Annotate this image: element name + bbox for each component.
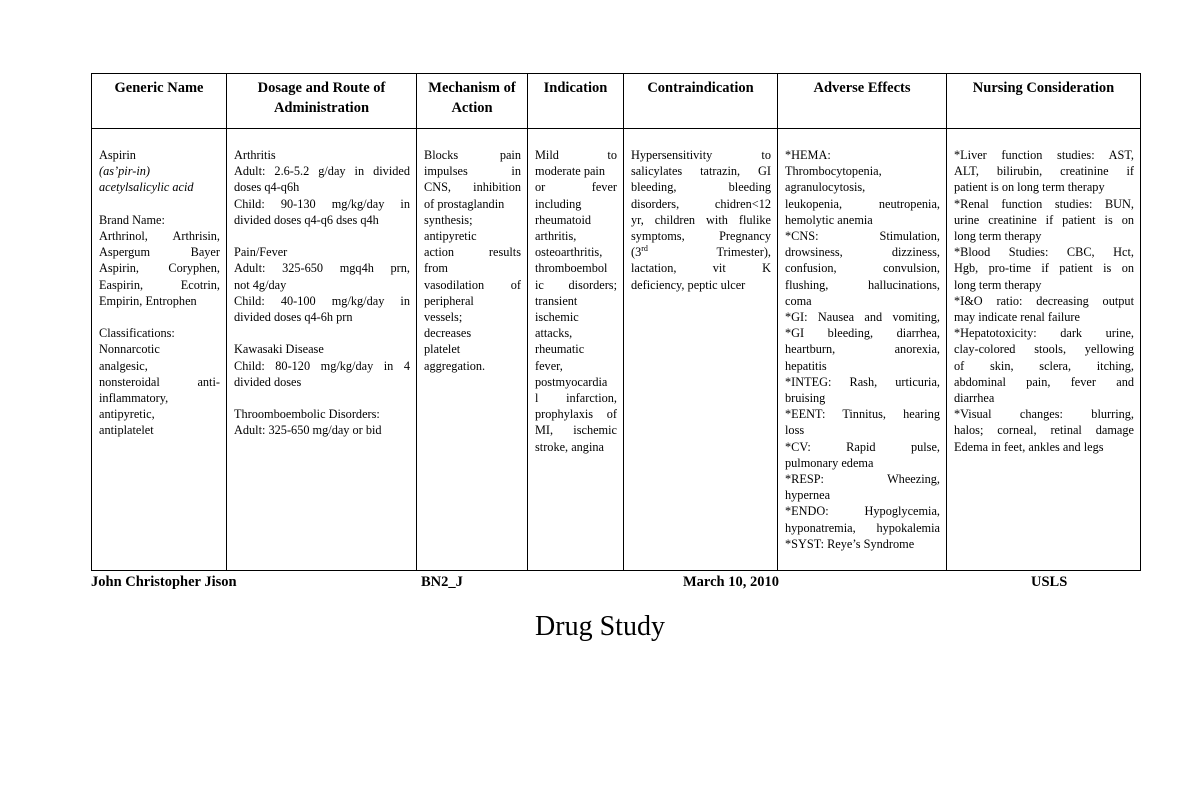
adverse-line: leukopenia, neutropenia, [785, 196, 940, 211]
mechanism-line: vessels; [424, 310, 463, 325]
classification-line: antipyretic, [99, 407, 155, 422]
cell-nursing-consideration [947, 129, 1141, 571]
indication-line: osteoarthritis, [535, 245, 603, 260]
classification-line: inflammatory, [99, 391, 169, 406]
mechanism-line: platelet [424, 342, 461, 357]
brand-line: Empirin, Entrophen [99, 293, 197, 308]
header-contraindication: Contraindication [624, 74, 778, 129]
indication-line: rheumatoid [535, 212, 592, 227]
nursing-line: *Blood Studies: CBC, Hct, [954, 245, 1134, 260]
adverse-line: *GI bleeding, diarrhea, [785, 326, 940, 341]
cell-indication [528, 129, 624, 571]
nursing-line: abdominal pain, fever and [954, 374, 1134, 389]
mechanism-line: Blocks pain [424, 148, 521, 162]
footer-section: BN2_J [421, 574, 463, 590]
nursing-line: ALT, bilirubin, creatinine if [954, 164, 1134, 179]
footer-author: John Christopher Jison [91, 574, 237, 590]
dosage-line: Arthritis [234, 148, 276, 162]
mechanism-line: from [424, 261, 448, 276]
adverse-line: agranulocytosis, [785, 180, 866, 195]
footer-date: March 10, 2010 [683, 574, 779, 590]
header-adverse-effects: Adverse Effects [778, 74, 947, 129]
nursing-line: halos; corneal, retinal damage [954, 423, 1134, 438]
table-row [92, 129, 1141, 571]
indication-line: attacks, [535, 326, 573, 341]
contraindication-line: disorders, chidren<12 [631, 196, 771, 211]
nursing-line: diarrhea [954, 391, 995, 406]
dosage-line: Adult: 2.6-5.2 g/day in divided [234, 164, 410, 179]
indication-line: prophylaxis of [535, 407, 617, 422]
dosage-line: Adult: 325-650 mgq4h prn, [234, 261, 410, 276]
dosage-line: Adult: 325-650 mg/day or bid [234, 423, 382, 438]
indication-line: ischemic [535, 310, 579, 325]
mechanism-line: synthesis; [424, 212, 473, 227]
indication-line: MI, ischemic [535, 423, 617, 438]
adverse-line: *HEMA: [785, 148, 831, 162]
adverse-line: *ENDO: Hypoglycemia, [785, 504, 940, 519]
generic-name: Aspirin [99, 148, 136, 162]
adverse-line: *INTEG: Rash, urticuria, [785, 374, 940, 389]
dosage-line: divided doses q4-6h prn [234, 310, 353, 325]
indication-line: Mild to [535, 148, 617, 162]
footer [91, 574, 1140, 594]
adverse-line: hypernea [785, 488, 831, 503]
trimester-suffix: Trimester), [716, 245, 771, 260]
adverse-line: loss [785, 423, 805, 438]
adverse-line: hemolytic anemia [785, 212, 873, 227]
adverse-line: *CNS: Stimulation, [785, 229, 940, 244]
header-generic-name: Generic Name [92, 74, 227, 129]
mechanism-line: aggregation. [424, 358, 486, 373]
dosage-line: divided doses [234, 374, 302, 389]
adverse-line: heartburn, anorexia, [785, 342, 940, 357]
indication-line: moderate pain [535, 164, 605, 179]
nursing-line: Hgb, pro-time if patient is on [954, 261, 1134, 276]
nursing-line: *Renal function studies: BUN, [954, 196, 1134, 211]
contraindication-line: salicylates tatrazin, GI [631, 164, 771, 179]
brand-line: Arthrinol, Arthrisin, [99, 229, 220, 243]
header-mechanism: Mechanism of Action [417, 74, 528, 129]
cell-contraindication [624, 129, 778, 571]
adverse-line: coma [785, 293, 812, 308]
contraindication-line: symptoms, Pregnancy [631, 229, 771, 244]
indication-line: arthritis, [535, 229, 577, 244]
adverse-line: drowsiness, dizziness, [785, 245, 940, 260]
indication-line: fever, [535, 358, 563, 373]
header-indication: Indication [528, 74, 624, 129]
header-row [92, 74, 1141, 129]
mechanism-line: decreases [424, 326, 472, 341]
indication-line: l infarction, [535, 391, 617, 406]
nursing-line: may indicate renal failure [954, 310, 1080, 325]
adverse-line: flushing, hallucinations, [785, 277, 940, 292]
nursing-line: patient is on long term therapy [954, 180, 1105, 195]
adverse-line: *CV: Rapid pulse, [785, 439, 940, 454]
contraindication-line: deficiency, peptic ulcer [631, 277, 746, 292]
adverse-line: hepatitis [785, 358, 827, 373]
dosage-line: Kawasaki Disease [234, 342, 324, 357]
classification-line: Nonnarcotic [99, 342, 160, 357]
adverse-line: *SYST: Reye’s Syndrome [785, 536, 915, 551]
nursing-line: clay-colored stools, yellowing [954, 342, 1134, 357]
cell-adverse-effects [778, 129, 947, 571]
brand-line: Aspergum Bayer [99, 245, 220, 260]
adverse-line: *GI: Nausea and vomiting, [785, 310, 940, 325]
indication-line: thromboembol [535, 261, 608, 276]
indication-line: transient [535, 293, 578, 308]
drug-study-table [91, 73, 1141, 571]
dosage-line: Child: 90-130 mg/kg/day in [234, 196, 410, 211]
nursing-line: *Liver function studies: AST, [954, 148, 1134, 162]
footer-school: USLS [1031, 574, 1068, 590]
cell-generic-name [92, 129, 227, 571]
indication-line: or fever [535, 180, 617, 195]
trimester-sup: rd [641, 244, 648, 254]
mechanism-line: vasodilation of [424, 277, 521, 292]
nursing-line: urine creatinine if patient is on [954, 212, 1134, 227]
nursing-line: *Hepatotoxicity: dark urine, [954, 326, 1134, 341]
nursing-line: of skin, sclera, itching, [954, 358, 1134, 373]
contraindication-line: Hypersensitivity to [631, 148, 771, 162]
chemical-name: acetylsalicylic acid [99, 180, 194, 195]
brand-line: Aspirin, Coryphen, [99, 261, 220, 276]
contraindication-line: bleeding, bleeding [631, 180, 771, 195]
dosage-line: Pain/Fever [234, 245, 288, 260]
indication-line: postmyocardia [535, 374, 608, 389]
trimester-prefix: (3 [631, 245, 642, 260]
contraindication-line: lactation, vit K [631, 261, 771, 276]
nursing-line: *I&O ratio: decreasing output [954, 293, 1134, 308]
nursing-line: *Visual changes: blurring, [954, 407, 1134, 422]
document-title: Drug Study [535, 611, 665, 642]
nursing-line: Edema in feet, ankles and legs [954, 439, 1104, 454]
nursing-line: long term therapy [954, 277, 1042, 292]
classifications-label: Classifications: [99, 326, 175, 341]
classification-line: analgesic, [99, 358, 148, 373]
classification-line: nonsteroidal anti- [99, 374, 220, 389]
adverse-line: hyponatremia, hypokalemia [785, 520, 940, 535]
adverse-line: confusion, convulsion, [785, 261, 940, 276]
contraindication-trimester-line [631, 244, 771, 260]
mechanism-line: action results [424, 245, 521, 260]
adverse-line: *EENT: Tinnitus, hearing [785, 407, 940, 422]
mechanism-line: CNS, inhibition [424, 180, 521, 195]
adverse-line: pulmonary edema [785, 455, 874, 470]
dosage-line: divided doses q4-q6 dses q4h [234, 212, 379, 227]
dosage-line: Child: 80-120 mg/kg/day in 4 [234, 358, 410, 373]
mechanism-line: impulses in [424, 164, 521, 179]
cell-dosage [227, 129, 417, 571]
indication-line: including [535, 196, 582, 211]
adverse-line: bruising [785, 391, 826, 406]
mechanism-line: of prostaglandin [424, 196, 505, 211]
brand-line: Easpirin, Ecotrin, [99, 277, 220, 292]
dosage-line: Throomboembolic Disorders: [234, 407, 380, 422]
dosage-line: not 4g/day [234, 277, 287, 292]
classification-line: antiplatelet [99, 423, 154, 438]
mechanism-line: antipyretic [424, 229, 477, 244]
header-nursing-consideration: Nursing Consideration [947, 74, 1141, 129]
dosage-line: Child: 40-100 mg/kg/day in [234, 293, 410, 308]
indication-line: stroke, angina [535, 439, 604, 454]
mechanism-line: peripheral [424, 293, 474, 308]
dosage-line: doses q4-q6h [234, 180, 300, 195]
contraindication-line: yr, children with flulike [631, 212, 771, 227]
adverse-line: *RESP: Wheezing, [785, 472, 940, 487]
header-dosage-route: Dosage and Route of Administration [227, 74, 417, 129]
brand-name-label: Brand Name: [99, 212, 165, 227]
indication-line: rheumatic [535, 342, 585, 357]
pronunciation: (as’pir-in) [99, 164, 150, 179]
nursing-line: long term therapy [954, 229, 1042, 244]
indication-line: ic disorders; [535, 277, 617, 292]
cell-mechanism [417, 129, 528, 571]
adverse-line: Thrombocytopenia, [785, 164, 882, 179]
